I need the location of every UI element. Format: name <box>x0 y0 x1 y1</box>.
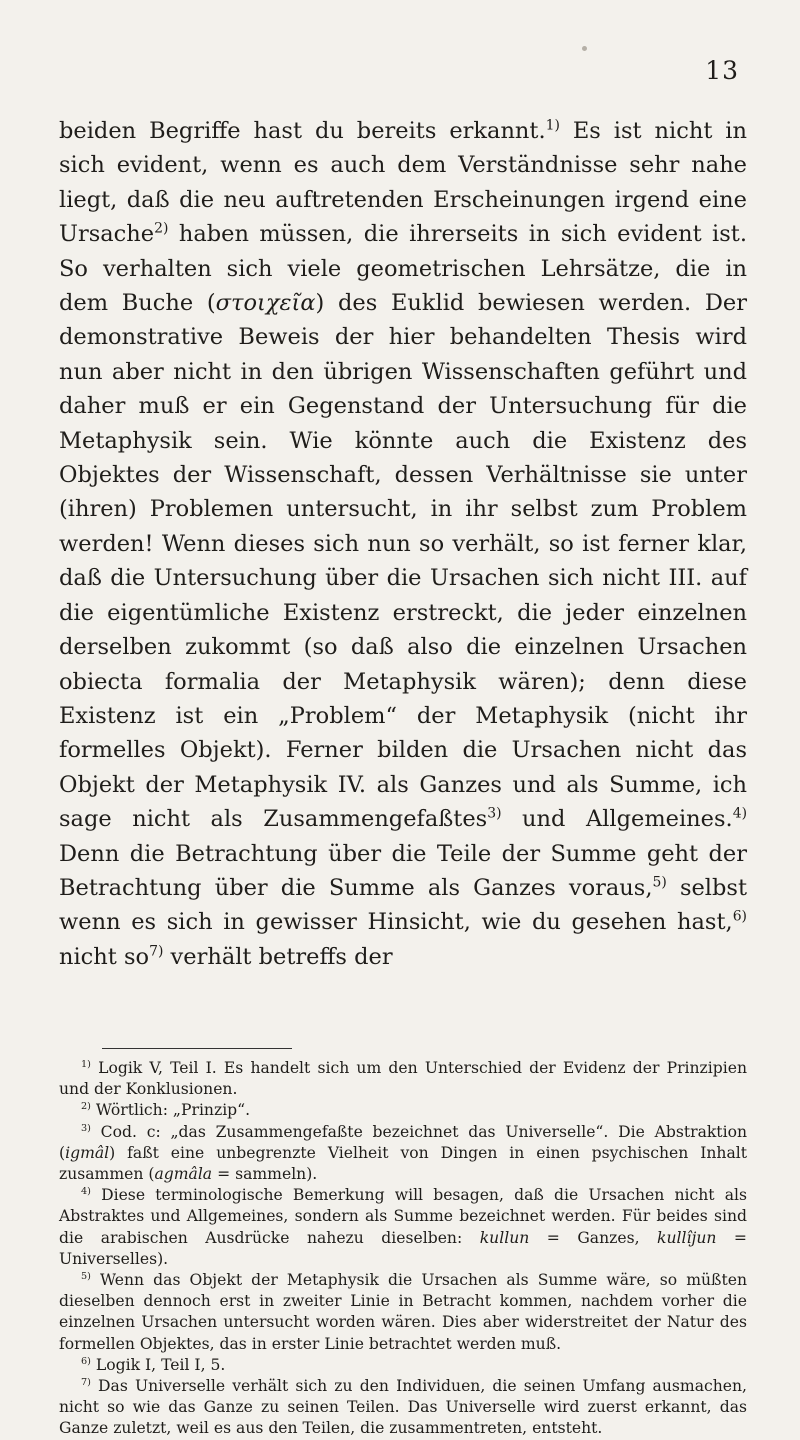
footnote-ref-4[interactable]: 4) <box>732 805 748 822</box>
footnote-text: Das Universelle verhält sich zu den Individuen, die seinen Umfang ausmachen, nicht so wie das Ganze zu seinen Teilen. Das Universelle wird zuerst erkannt, das Ganze zuletzt, weil es aus den Teilen, die zusammentreten, entsteht. <box>59 1377 747 1438</box>
footnote-italic: kullun <box>479 1228 530 1247</box>
text-segment: Es ist nicht in sich evident, wenn es auch dem Verständnisse sehr nahe liegt, daß die neu auftretenden Erscheinungen irgend eine Ursache <box>59 118 747 248</box>
text-segment: haben müssen, die ihrerseits in sich evident ist. So verhalten sich viele geometrischen Lehrsätze, die in dem Buche ( <box>59 221 747 317</box>
paper-speck <box>582 46 587 51</box>
footnote-mark: 1) <box>81 1058 91 1070</box>
footnote-ref-6[interactable]: 6) <box>732 908 747 925</box>
footnote-mark: 3) <box>81 1122 91 1134</box>
footnote-7 <box>59 1376 747 1440</box>
text-segment: verhält betreffs der <box>163 943 393 970</box>
footnote-3 <box>59 1122 747 1186</box>
footnotes <box>59 1058 747 1440</box>
footnote-text: Wenn das Objekt der Metaphysik die Ursachen als Summe wäre, so müßten dieselben dennoch erst in zweiter Linie in Betracht kommen, nachdem vorher die einzelnen Ursachen untersucht worden wären. Dies aber widerstreitet der Natur des formellen Objektes, das in erster Linie betrachtet werden muß. <box>59 1271 747 1353</box>
footnote-mark: 2) <box>81 1101 91 1113</box>
main-text <box>59 114 747 974</box>
footnote-2 <box>59 1100 747 1121</box>
footnote-text: Logik I, Teil I, 5. <box>90 1355 226 1374</box>
footnote-5 <box>59 1270 747 1355</box>
footnote-ref-3[interactable]: 3) <box>487 805 502 822</box>
text-segment: nicht so <box>59 943 150 970</box>
footnote-ref-5[interactable]: 5) <box>652 874 667 891</box>
footnote-text: = sammeln). <box>212 1165 318 1184</box>
footnote-text: ) faßt eine unbegrenzte Vielheit von Dingen in einen psychischen Inhalt zusammen ( <box>59 1143 747 1184</box>
footnote-4 <box>59 1185 747 1270</box>
text-segment: selbst wenn es sich in gewisser Hinsicht, wie du gesehen hast, <box>59 874 747 936</box>
footnote-text: Logik V, Teil I. Es handelt sich um den Unterschied der Evidenz der Prinzipien und der Konklusionen. <box>59 1059 747 1099</box>
footnote-text: = Universelles). <box>59 1228 747 1268</box>
text-segment: beiden Begriffe hast du bereits erkannt. <box>59 118 546 144</box>
text-segment: Denn die Betrachtung über die Teile der Summe geht der Betrachtung über die Summe als Ganzes voraus, <box>59 840 747 901</box>
footnote-italic: kullîjun <box>657 1228 717 1247</box>
footnote-6 <box>59 1355 747 1376</box>
footnote-mark: 7) <box>81 1376 91 1388</box>
footnote-text: Wörtlich: „Prinzip“. <box>90 1101 251 1120</box>
footnote-ref-1[interactable]: 1) <box>545 117 560 134</box>
text-segment: und Allgemeines. <box>501 806 733 833</box>
footnote-text: Cod. c: „das Zusammengefaßte bezeichnet das Universelle“. Die Abstraktion ( <box>59 1122 747 1162</box>
footnote-mark: 4) <box>81 1186 91 1198</box>
footnote-ref-7[interactable]: 7) <box>149 943 164 960</box>
footnote-mark: 5) <box>81 1270 91 1282</box>
footnote-text: = Ganzes, <box>529 1228 658 1247</box>
greek-term: στοιχεῖα <box>215 290 316 317</box>
footnote-divider <box>102 1048 292 1049</box>
footnote-1 <box>59 1058 747 1100</box>
footnote-italic: igmâl <box>65 1143 110 1162</box>
footnote-text: Diese terminologische Bemerkung will besagen, daß die Ursachen nicht als Abstraktes und Allgemeines, sondern als Summe bezeichnet werden. Für beides sind die arabischen Ausdrücke nahezu dieselben: <box>59 1186 747 1247</box>
text-segment: ) des Euklid bewiesen werden. Der demonstrative Beweis der hier behandelten Thesis wird nun aber nicht in den übrigen Wissenschaften geführt und daher muß er ein Gegenstand der Untersuchung für die Metaphysik sein. Wie könnte auch die Existenz des Objektes der Wissenschaft, dessen Verhältnisse sie unter (ihren) Problemen untersucht, in ihr selbst zum Problem werden! Wenn dieses sich nun so verhält, so ist ferner klar, daß die Untersuchung über die Ursachen sich nicht III. auf die eigentümliche Existenz erstreckt, die jeder einzelnen derselben zukommt (so daß also die einzelnen Ursachen obiecta formalia der Metaphysik wären); denn diese Existenz ist ein „Problem“ der Metaphysik (nicht ihr formelles Objekt). Ferner bilden die Ursachen nicht das Objekt der Metaphysik IV. als Ganzes und als Summe, ich sage nicht als Zusammengefaßtes <box>59 290 747 833</box>
footnote-ref-2[interactable]: 2) <box>154 220 169 237</box>
footnote-italic: agmâla <box>154 1165 213 1184</box>
page-number: 13 <box>705 56 739 85</box>
footnote-mark: 6) <box>81 1355 91 1367</box>
